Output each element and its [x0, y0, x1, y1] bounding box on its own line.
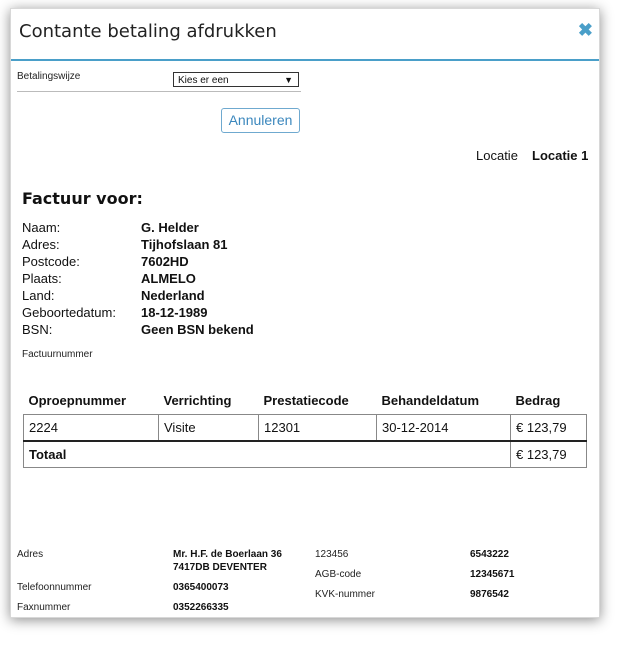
footer-agb-value: 12345671	[470, 569, 515, 580]
cell-procedure: Visite	[159, 415, 259, 442]
dialog-title: Contante betaling afdrukken	[19, 21, 277, 42]
close-icon[interactable]: ✖	[577, 20, 593, 40]
payment-method-selected-value: Kies er een	[178, 75, 229, 86]
field-label-country: Land:	[22, 288, 55, 303]
field-value-birthdate: 18-12-1989	[141, 305, 208, 320]
field-value-country: Nederland	[141, 288, 205, 303]
field-value-city: ALMELO	[141, 271, 196, 286]
footer-address-line2: 7417DB DEVENTER	[173, 562, 267, 573]
invoice-heading: Factuur voor:	[22, 189, 143, 208]
dialog-header	[11, 9, 599, 61]
field-label-city: Plaats:	[22, 271, 62, 286]
field-value-address: Tijhofslaan 81	[141, 237, 228, 252]
footer-address-label: Adres	[17, 549, 44, 560]
field-label-bsn: BSN:	[22, 322, 53, 337]
invoice-number-label: Factuurnummer	[22, 349, 93, 360]
footer-code-label: 123456	[315, 549, 349, 560]
footer-agb-label: AGB-code	[315, 569, 362, 580]
footer-code-value: 6543222	[470, 549, 509, 560]
table-header-row	[24, 388, 587, 415]
location-label: Locatie	[476, 148, 518, 163]
payment-method-select[interactable]	[173, 72, 299, 87]
cell-call-number: 2224	[24, 415, 159, 442]
footer-fax-label: Faxnummer	[17, 602, 71, 613]
cancel-button[interactable]: Annuleren	[221, 108, 300, 133]
footer-kvk-label: KVK-nummer	[315, 589, 376, 600]
payment-method-label: Betalingswijze	[17, 71, 81, 82]
chevron-down-icon: ▼	[284, 75, 293, 85]
table-total-row	[24, 441, 587, 468]
field-label-birthdate: Geboortedatum:	[22, 305, 116, 320]
field-value-bsn: Geen BSN bekend	[141, 322, 254, 337]
location-value: Locatie 1	[532, 148, 589, 163]
footer-address-line1: Mr. H.F. de Boerlaan 36	[173, 549, 282, 560]
payment-row-divider	[17, 91, 301, 92]
column-header-amount: Bedrag	[515, 392, 561, 408]
cell-treatment-date: 30-12-2014	[377, 415, 511, 442]
field-label-name: Naam:	[22, 220, 61, 235]
cell-service-code: 12301	[259, 415, 377, 442]
column-header-procedure: Verrichting	[163, 392, 232, 408]
footer-fax-value: 0352266335	[173, 602, 229, 613]
print-cash-payment-dialog	[10, 8, 600, 618]
cell-amount: € 123,79	[511, 415, 587, 442]
column-header-treatment-date: Behandeldatum	[381, 392, 480, 408]
field-label-postcode: Postcode:	[22, 254, 80, 269]
footer-phone-label: Telefoonnummer	[17, 582, 92, 593]
footer-phone-value: 0365400073	[173, 582, 229, 593]
invoice-table	[23, 388, 587, 468]
field-label-address: Adres:	[22, 237, 60, 252]
column-header-service-code: Prestatiecode	[263, 392, 349, 408]
column-header-call-number: Oproepnummer	[28, 392, 127, 408]
table-row	[24, 415, 587, 442]
field-value-name: G. Helder	[141, 220, 199, 235]
footer-kvk-value: 9876542	[470, 589, 509, 600]
field-value-postcode: 7602HD	[141, 254, 189, 269]
total-label: Totaal	[24, 441, 511, 468]
total-amount: € 123,79	[511, 441, 587, 468]
